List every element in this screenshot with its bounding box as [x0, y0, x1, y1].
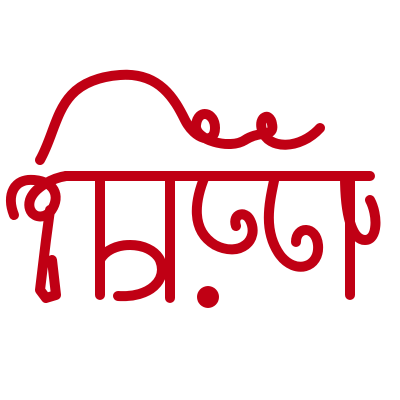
letter-ri-tail-stroke [40, 210, 56, 298]
headline-stroke [40, 75, 245, 160]
letter-ba-stroke [100, 176, 162, 296]
letter-ya-stroke [197, 176, 253, 249]
letter-ta-stroke [269, 176, 318, 267]
swirl-right-stroke [245, 117, 320, 145]
letter-aa-kar-stroke [345, 176, 375, 295]
letter-ya-dot [197, 286, 219, 308]
letter-ri-stroke [11, 176, 66, 216]
